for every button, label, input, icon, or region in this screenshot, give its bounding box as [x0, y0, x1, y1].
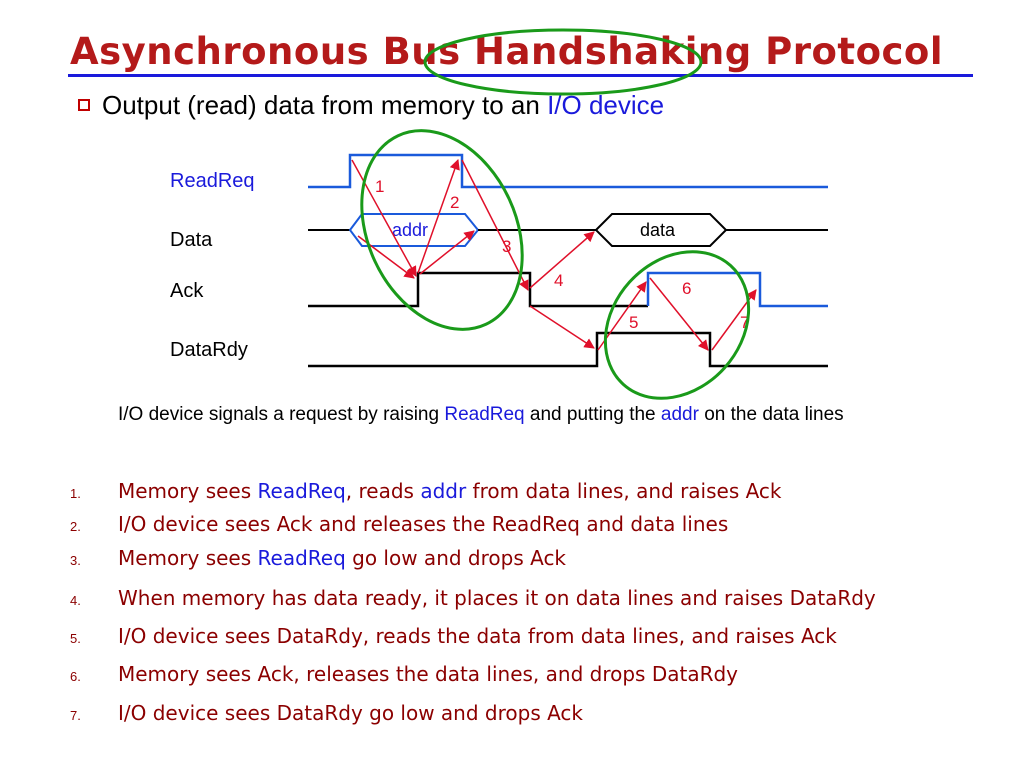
bus-label-data: data: [640, 220, 676, 240]
bullet-highlight: I/O device: [547, 90, 665, 120]
step-text: I/O device sees Ack and releases the ReadReq and data lines: [118, 512, 729, 536]
step-index: 6.: [70, 669, 81, 684]
signal-label-datardy: DataRdy: [170, 339, 248, 361]
slide-title: Asynchronous Bus Handshaking Protocol: [70, 30, 944, 73]
desc-text-3: on the data lines: [698, 404, 844, 425]
step-text: When memory has data ready, it places it on data lines and raises DataRdy: [118, 586, 876, 610]
bus-label-addr: addr: [392, 220, 429, 240]
step-number-4: 4: [554, 271, 564, 290]
step-number-1: 1: [375, 177, 385, 196]
ack-waveform-2: [648, 273, 828, 306]
step-number-7: 7: [740, 313, 750, 332]
step-number-3: 3: [502, 237, 512, 256]
step-index: 7.: [70, 708, 81, 723]
step-text: I/O device sees DataRdy go low and drops Ack: [118, 701, 584, 725]
step-number-5: 5: [629, 313, 639, 332]
step-index: 4.: [70, 593, 81, 608]
ack-waveform-1: [308, 273, 648, 306]
handshake-ellipse-1: [331, 104, 553, 355]
step-text: Memory sees ReadReq go low and drops Ack: [118, 546, 567, 570]
step-number-6: 6: [682, 279, 692, 298]
causality-arrows: [352, 160, 756, 350]
desc-keyword-addr: addr: [660, 404, 699, 425]
step-index: 3.: [70, 553, 81, 568]
desc-text-2: and putting the: [524, 404, 661, 425]
title-highlight-ellipse: [425, 30, 701, 94]
step-number-2: 2: [450, 193, 460, 212]
step-text: Memory sees Ack, releases the data lines, and drops DataRdy: [118, 662, 738, 686]
signal-label-data: Data: [170, 229, 213, 251]
bullet-text: Output (read) data from memory to an: [102, 90, 548, 120]
step-index: 2.: [70, 519, 81, 534]
signal-label-ack: Ack: [170, 280, 204, 302]
step-index: 1.: [70, 486, 81, 501]
datardy-waveform: [308, 333, 828, 366]
desc-text-1: I/O device signals a request by raising: [118, 404, 445, 425]
data-bus-waveform: [308, 214, 828, 246]
protocol-description: [118, 404, 958, 426]
step-numbers: [375, 177, 749, 332]
desc-keyword-readreq: ReadReq: [444, 404, 525, 425]
step-text: Memory sees ReadReq, reads addr from data lines, and raises Ack: [118, 479, 782, 503]
readreq-waveform: [308, 155, 828, 187]
step-text: I/O device sees DataRdy, reads the data from data lines, and raises Ack: [118, 624, 837, 648]
signal-label-readreq: ReadReq: [170, 170, 255, 192]
step-index: 5.: [70, 631, 81, 646]
